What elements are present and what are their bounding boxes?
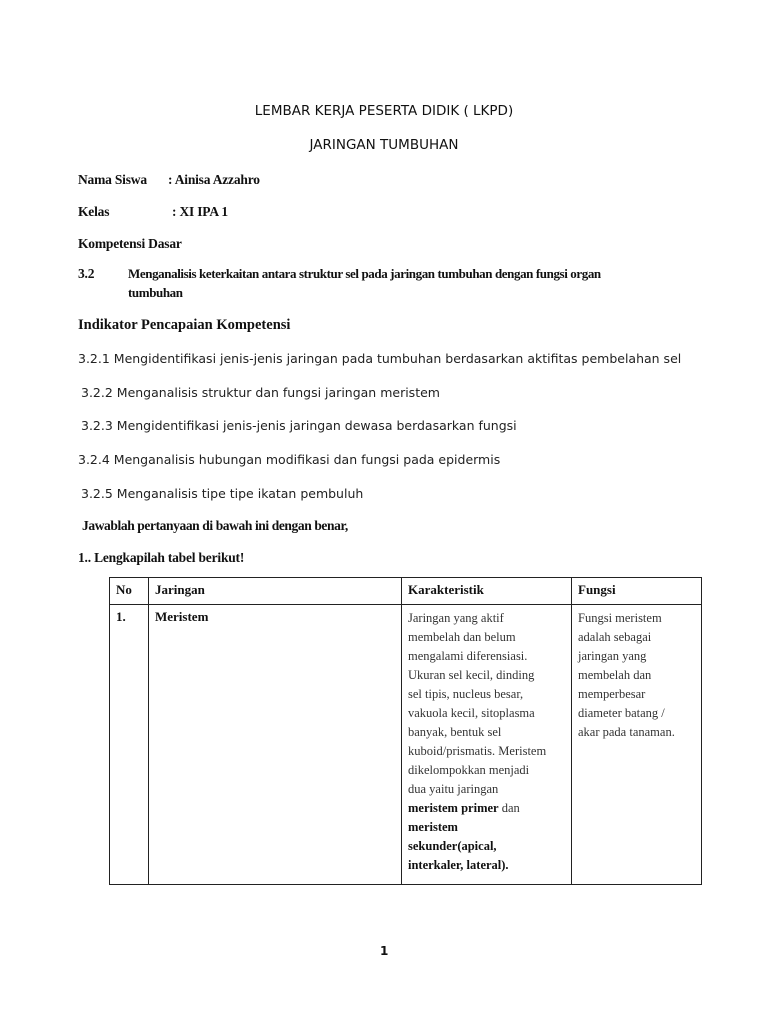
table-header-row (110, 578, 702, 605)
header-fungsi: Fungsi (572, 578, 702, 605)
text-line: akar pada tanaman. (578, 725, 675, 739)
page-number: 1 (380, 944, 389, 958)
header-karakteristik: Karakteristik (402, 578, 572, 605)
kd-text-line2: tumbuhan (128, 285, 183, 300)
question-1: 1.. Lengkapilah tabel berikut! (78, 550, 245, 565)
text-line: banyak, bentuk sel (408, 725, 502, 739)
cell-fungsi (572, 605, 702, 885)
answer-table (109, 577, 702, 885)
text-fragment: dan (498, 801, 520, 815)
text-line: memperbesar (578, 687, 646, 701)
name-label: Nama Siswa (78, 172, 147, 187)
class-value: : XI IPA 1 (172, 204, 228, 219)
cell-jaringan: Meristem (149, 605, 402, 885)
cell-no: 1. (110, 605, 149, 885)
indicator-item: 3.2.5 Menganalisis tipe tipe ikatan pembuluh (81, 486, 364, 501)
header-jaringan: Jaringan (149, 578, 402, 605)
text-line: kuboid/prismatis. Meristem (408, 744, 547, 758)
kd-text-line1: Menganalisis keterkaitan antara struktur sel pada jaringan tumbuhan dengan fungsi organ (128, 266, 601, 281)
document-subtitle: JARINGAN TUMBUHAN (309, 137, 459, 153)
text-line: membelah dan belum (408, 630, 516, 644)
text-line: membelah dan (578, 668, 652, 682)
text-line: vakuola kecil, sitoplasma (408, 706, 535, 720)
text-line (408, 799, 565, 818)
bold-term: meristem (408, 820, 458, 834)
indicator-item: 3.2.2 Menganalisis struktur dan fungsi jaringan meristem (81, 385, 440, 400)
class-label: Kelas (78, 204, 110, 219)
text-line: Ukuran sel kecil, dinding (408, 668, 535, 682)
header-no: No (110, 578, 149, 605)
indicator-item: 3.2.4 Menganalisis hubungan modifikasi dan fungsi pada epidermis (78, 452, 501, 467)
bold-term: interkaler, lateral). (408, 858, 509, 872)
ipk-heading: Indikator Pencapaian Kompetensi (78, 317, 291, 333)
table-row (110, 605, 702, 885)
text-line: adalah sebagai (578, 630, 652, 644)
indicator-item: 3.2.1 Mengidentifikasi jenis-jenis jaringan pada tumbuhan berdasarkan aktifitas pembelahan sel (78, 351, 682, 366)
text-line: Jaringan yang aktif (408, 611, 504, 625)
text-line: dua yaitu jaringan (408, 782, 499, 796)
instruction: Jawablah pertanyaan di bawah ini dengan benar, (82, 518, 348, 533)
kd-heading: Kompetensi Dasar (78, 236, 182, 251)
bold-term: sekunder(apical, (408, 839, 497, 853)
text-line: sel tipis, nucleus besar, (408, 687, 524, 701)
text-line: dikelompokkan menjadi (408, 763, 530, 777)
name-value: : Ainisa Azzahro (168, 172, 260, 187)
text-line: jaringan yang (578, 649, 647, 663)
text-line: diameter batang / (578, 706, 665, 720)
kd-number: 3.2 (78, 266, 95, 281)
indicator-item: 3.2.3 Mengidentifikasi jenis-jenis jaringan dewasa berdasarkan fungsi (81, 418, 517, 433)
cell-karakteristik (402, 605, 572, 885)
document-title: LEMBAR KERJA PESERTA DIDIK ( LKPD) (254, 103, 514, 119)
text-line: Fungsi meristem (578, 611, 662, 625)
text-line: mengalami diferensiasi. (408, 649, 528, 663)
bold-term: meristem primer (408, 801, 499, 815)
